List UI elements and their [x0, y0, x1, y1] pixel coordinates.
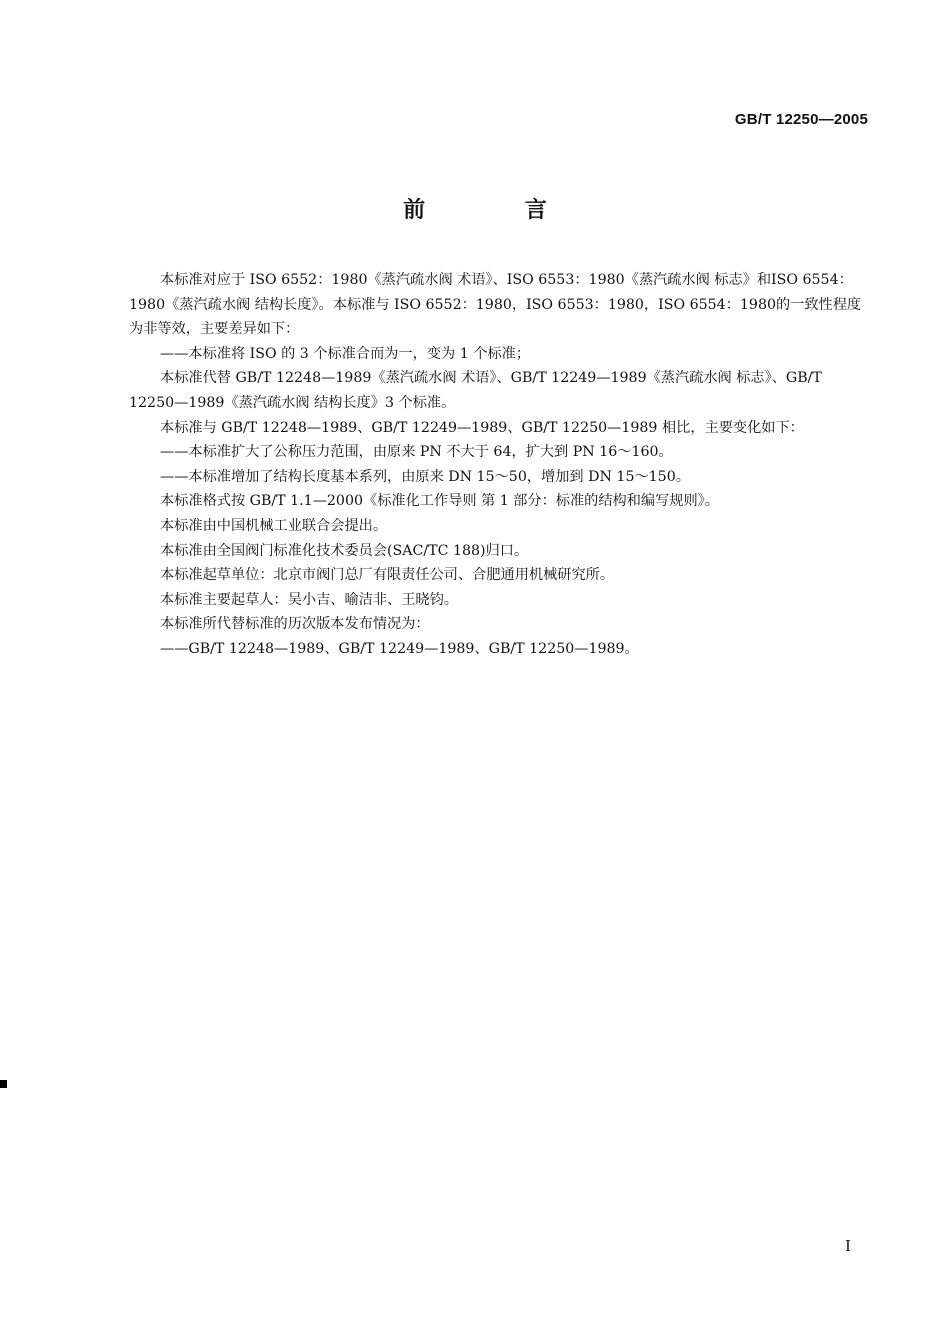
paragraph-history-intro: 本标准所代替标准的历次版本发布情况为：: [160, 616, 430, 633]
paragraph-replaces: 本标准代替 GB/T 12248—1989《蒸汽疏水阀 术语》、GB/T 12249—1989《蒸汽疏水阀 标志》、GB/T 12250—1989《蒸汽疏水阀 结构长度》3 个标准。: [129, 370, 822, 411]
paragraph-correspondence: 本标准对应于 ISO 6552：1980《蒸汽疏水阀 术语》、ISO 6553：1980《蒸汽疏水阀 标志》和ISO 6554：1980《蒸汽疏水阀 结构长度》。本标准与 ISO 6552：1980，ISO 6553：1980，ISO 6554：1980的一致性程度为非等效，主要差异如下：: [129, 272, 862, 338]
paragraph-drafting-units: 本标准起草单位：北京市阀门总厂有限责任公司、合肥通用机械研究所。: [160, 567, 615, 584]
paragraph-change-pressure: ——本标准扩大了公称压力范围，由原来 PN 不大于 64，扩大到 PN 16～160。: [160, 444, 673, 461]
scan-mark: [0, 1080, 7, 1088]
paragraph-proposed-by: 本标准由中国机械工业联合会提出。: [160, 517, 388, 534]
page-number: I: [845, 1237, 851, 1255]
paragraph-change-length: ——本标准增加了结构长度基本系列，由原来 DN 15～50，增加到 DN 15～150。: [160, 468, 690, 485]
paragraph-history-list: ——GB/T 12248—1989、GB/T 12249—1989、GB/T 12250—1989。: [160, 640, 639, 657]
paragraph-managed-by: 本标准由全国阀门标准化技术委员会(SAC/TC 188)归口。: [160, 542, 529, 559]
standard-code: GB/T 12250—2005: [734, 111, 868, 128]
paragraph-changes-intro: 本标准与 GB/T 12248—1989、GB/T 12249—1989、GB/T 12250—1989 相比，主要变化如下：: [160, 419, 804, 436]
page-title: 前 言: [403, 198, 593, 223]
paragraph-format: 本标准格式按 GB/T 1.1—2000《标准化工作导则 第 1 部分：标准的结构和编写规则》。: [160, 493, 719, 510]
paragraph-drafters: 本标准主要起草人：吴小吉、喻洁非、王晓钧。: [160, 591, 458, 608]
paragraph-difference-item: ——本标准将 ISO 的 3 个标准合而为一，变为 1 个标准；: [160, 345, 531, 362]
foreword-body: [129, 268, 869, 662]
